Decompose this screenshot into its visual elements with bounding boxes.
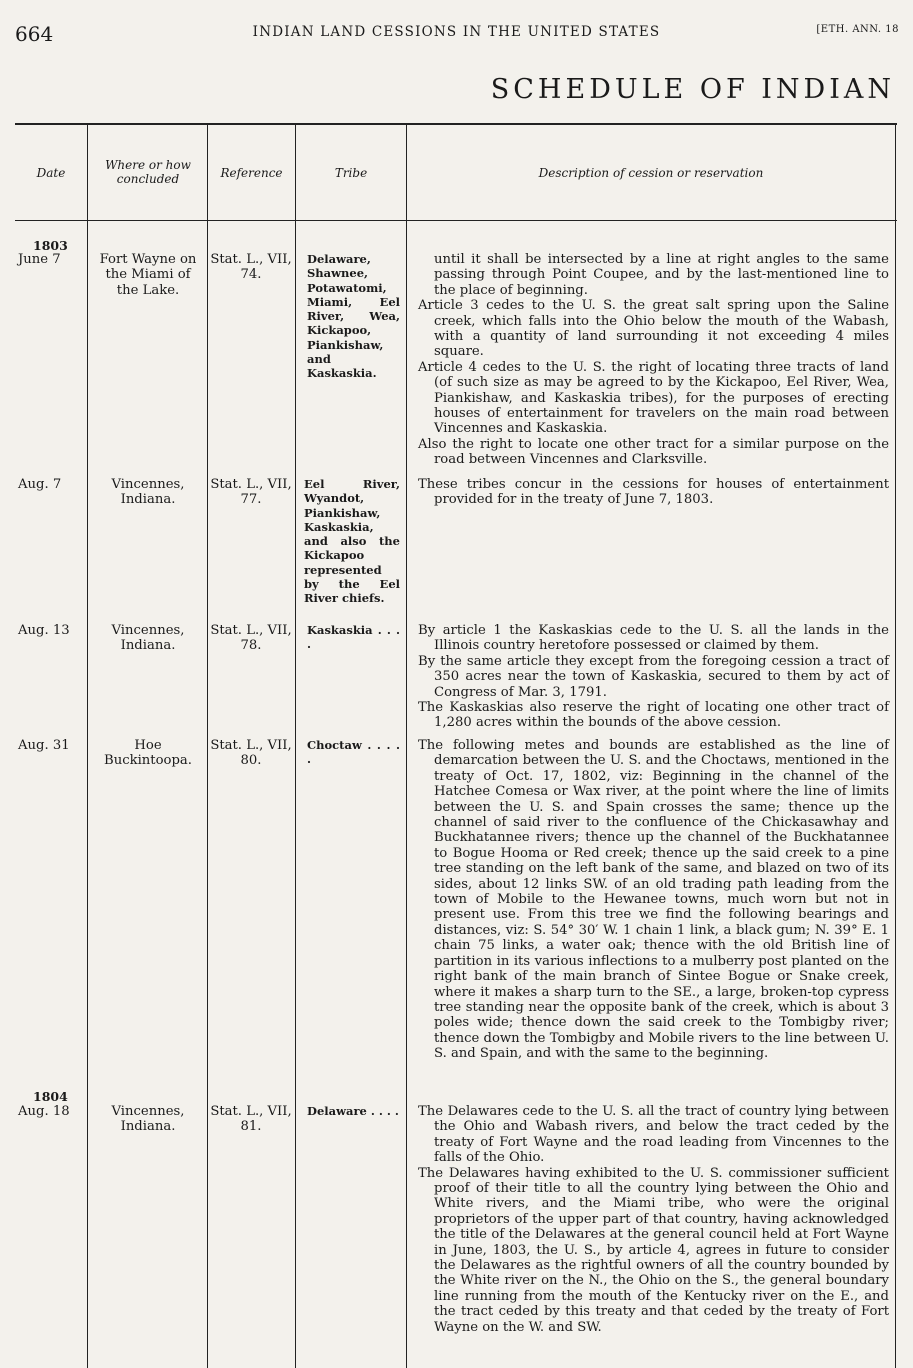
running-title: INDIAN LAND CESSIONS IN THE UNITED STATES bbox=[252, 24, 661, 40]
year-label: 1803 bbox=[33, 238, 68, 253]
column-header-reference: Reference bbox=[220, 166, 283, 180]
column-divider bbox=[895, 123, 896, 1368]
column-header-where: Where or how concluded bbox=[105, 158, 191, 186]
description-paragraph: The Delawares cede to the U. S. all the tract of country lying between the Ohio and Wabash rivers, and below the tract ceded by the treaty of Fort Wayne and the road leading from Vincennes to the falls of the Ohio. bbox=[418, 1104, 889, 1166]
description-paragraph: The following metes and bounds are established as the line of demarcation between the U. S. and the Choctaws, mentioned in the treaty of Oct. 17, 1802, viz: Beginning in the channel of the Hatchee Comesa or Wax river, at the point where the line of limits between the U. S. and Spain crosses the same; thence up the channel of said river to the confluence of the Chickasawhay and Buckhatannee rivers; thence up the channel of the Buckhatannee to Bogue Hooma or Red creek; thence up the said creek to a pine tree standing on the left bank of the same, and blazed on two of its sides, about 12 links SW. of an old trading path leading from the town of Mobile to the Hewanee towns, much worn but not in present use. From this tree we find the following bearings and distances, viz: S. 54° 30′ W. 1 chain 1 link, a black gum; N. 39° E. 1 chain 75 links, a water oak; thence with the old British line of partition in its various inflections to a mulberry post planted on the right bank of the main branch of Sintee Bogue or Snake creek, where it makes a sharp turn to the SE., a large, broken-top cypress tree standing near the opposite bank of the creek, which is about 3 poles wide; thence down the said creek to the Tombigby river; thence down the Tombigby and Mobile rivers to the line between U. S. and Spain, and with the same to the beginning. bbox=[418, 738, 889, 1062]
description-paragraph: The Kaskaskias also reserve the right of locating one other tract of 1,280 acres within the bounds of the above cession. bbox=[418, 700, 889, 731]
row-where: Vincennes, Indiana. bbox=[111, 477, 185, 508]
column-header-date: Date bbox=[36, 166, 66, 180]
row-reference: Stat. L., VII, 81. bbox=[210, 1104, 292, 1135]
row-date: Aug. 13 bbox=[18, 623, 70, 638]
row-date: Aug. 18 bbox=[18, 1104, 70, 1119]
description-paragraph: Article 3 cedes to the U. S. the great salt spring upon the Saline creek, which falls into the Ohio below the mouth of the Wabash, with a quantity of land surrounding it not exceeding 4 miles square. bbox=[418, 298, 889, 360]
page-number: 664 bbox=[15, 22, 54, 46]
row-date: Aug. 31 bbox=[18, 738, 70, 753]
row-description bbox=[418, 623, 889, 731]
description-paragraph: By article 1 the Kaskaskias cede to the U. S. all the lands in the Illinois country heretofore possessed or claimed by them. bbox=[418, 623, 889, 654]
column-divider bbox=[207, 123, 208, 1368]
description-paragraph: The Delawares having exhibited to the U. S. commissioner sufficient proof of their title to all the country lying between the Ohio and White rivers, and the Miami tribe, who were the original proprietors of the upper part of that country, having acknowledged the title of the Delawares at the general council held at Fort Wayne in June, 1803, the U. S., by article 4, agrees in future to consider the Delawares as the rightful owners of all the country bounded by the White river on the N., the Ohio on the S., the general boundary line running from the mouth of the Kentucky river on the E., and the tract ceded by this treaty and that ceded by the treaty of Fort Wayne on the W. and SW. bbox=[418, 1165, 889, 1335]
schedule-title: SCHEDULE OF INDIAN bbox=[490, 74, 895, 105]
column-divider bbox=[87, 123, 88, 1368]
description-paragraph: By the same article they except from the foregoing cession a tract of 350 acres near the town of Kaskaskia, secured to them by act of Congress of Mar. 3, 1791. bbox=[418, 653, 889, 700]
column-divider bbox=[295, 123, 296, 1368]
row-reference: Stat. L., VII, 77. bbox=[210, 477, 292, 508]
row-tribe: Choctaw . . . . . bbox=[307, 738, 400, 767]
row-tribe: Eel River, Wyandot, Piankishaw, Kaskaskia, and also the Kickapoo represented by the Eel River chiefs. bbox=[304, 477, 400, 606]
row-description bbox=[418, 252, 889, 468]
row-where: Fort Wayne on the Miami of the Lake. bbox=[99, 252, 197, 298]
column-header-tribe: Tribe bbox=[334, 166, 368, 180]
row-reference: Stat. L., VII, 74. bbox=[210, 252, 292, 283]
header-bottom-rule bbox=[15, 220, 897, 221]
row-description bbox=[418, 477, 889, 508]
row-where: Vincennes, Indiana. bbox=[111, 1104, 185, 1135]
row-description bbox=[418, 1104, 889, 1335]
row-date: June 7 bbox=[18, 252, 61, 267]
report-reference: [ETH. ANN. 18 bbox=[816, 24, 899, 35]
row-where: Hoe Buckintoopa. bbox=[104, 738, 192, 769]
column-header-description: Description of cession or reservation bbox=[538, 166, 764, 180]
column-divider bbox=[406, 123, 407, 1368]
row-tribe: Kaskaskia . . . . bbox=[307, 623, 400, 652]
table-top-rule bbox=[15, 123, 897, 125]
row-where: Vincennes, Indiana. bbox=[111, 623, 185, 654]
row-tribe: Delaware, Shawnee, Potawatomi, Miami, Eel River, Wea, Kickapoo, Piankishaw, and Kaskaskia. bbox=[307, 252, 400, 381]
year-label: 1804 bbox=[33, 1089, 68, 1104]
row-reference: Stat. L., VII, 78. bbox=[210, 623, 292, 654]
description-paragraph: Also the right to locate one other tract for a similar purpose on the road between Vincennes and Clarksville. bbox=[418, 436, 889, 468]
row-reference: Stat. L., VII, 80. bbox=[210, 738, 292, 769]
row-description bbox=[418, 738, 889, 1062]
row-date: Aug. 7 bbox=[18, 477, 62, 492]
description-paragraph: Article 4 cedes to the U. S. the right of locating three tracts of land (of such size as may be agreed to by the Kickapoo, Eel River, Wea, Piankishaw, and Kaskaskia tribes), for the purposes of erecting houses of entertainment for travelers on the main road between Vincennes and Kaskaskia. bbox=[418, 359, 889, 437]
row-tribe: Delaware . . . . bbox=[307, 1104, 399, 1118]
description-paragraph: until it shall be intersected by a line at right angles to the same passing through Point Coupee, and by the last-mentioned line to the place of beginning. bbox=[434, 252, 889, 298]
description-paragraph: These tribes concur in the cessions for houses of entertainment provided for in the treaty of June 7, 1803. bbox=[418, 477, 889, 508]
